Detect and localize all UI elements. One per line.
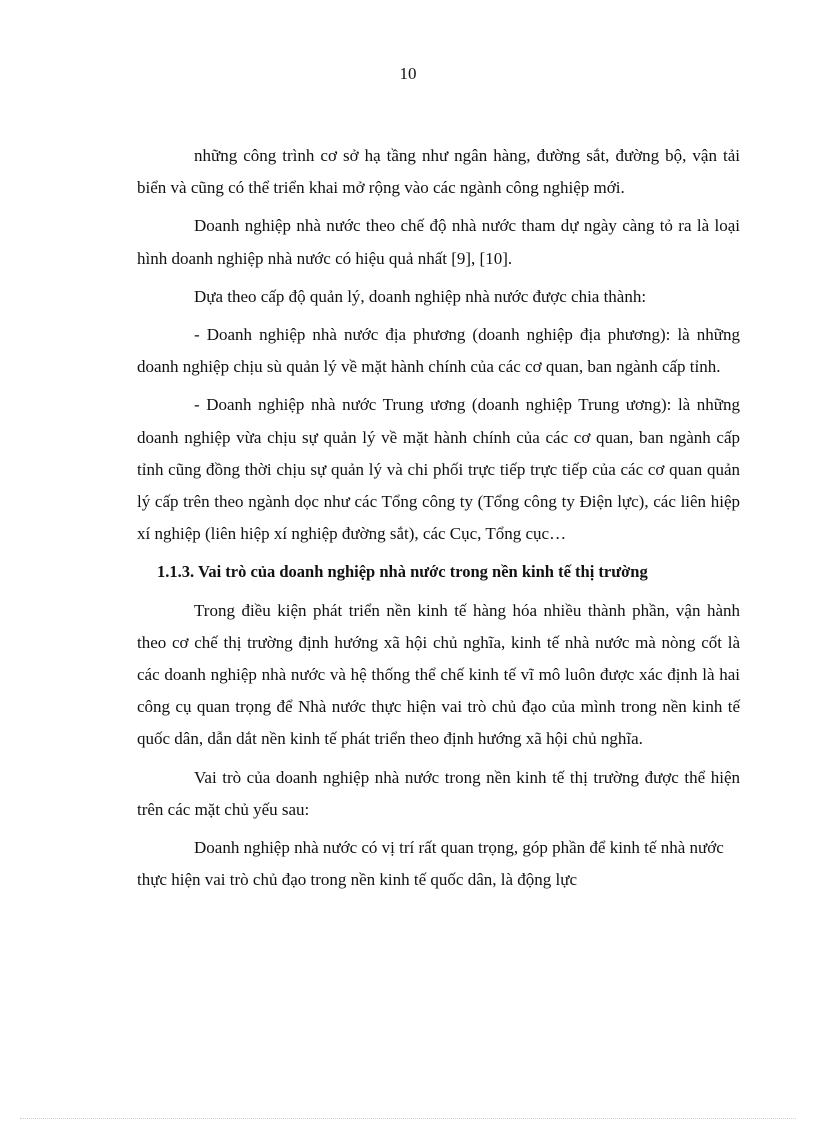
paragraph-4: - Doanh nghiệp nhà nước địa phương (doanh nghiệp địa phương): là những doanh nghiệp chịu sù quản lý về mặt hành chính của các cơ quan, ban ngành cấp tỉnh.: [137, 325, 740, 377]
page-number: 10: [399, 64, 417, 83]
document-body: [137, 140, 740, 902]
section-heading: 1.1.3. Vai trò của doanh nghiệp nhà nước trong nền kinh tế thị trường: [157, 562, 648, 582]
section-paragraph-1: Trong điều kiện phát triển nền kinh tế hàng hóa nhiều thành phần, vận hành theo cơ chế thị trường định hướng xã hội chủ nghĩa, kinh tế nhà nước mà nòng cốt là các doanh nghiệp nhà nước và hệ thống thể chế kinh tế vĩ mô luôn được xác định là hai công cụ quan trọng để Nhà nước thực hiện vai trò chủ đạo của mình trong nền kinh tế quốc dân, dẫn dắt nền kinh tế phát triển theo định hướng xã hội chủ nghĩa.: [137, 600, 740, 749]
section-paragraph-3: Doanh nghiệp nhà nước có vị trí rất quan trọng, góp phần để kinh tế nhà nước thực hiện vai trò chủ đạo trong nền kinh tế quốc dân, là động lực: [137, 838, 724, 890]
section-paragraph-2: Vai trò của doanh nghiệp nhà nước trong nền kinh tế thị trường được thể hiện trên các mặt chủ yếu sau:: [137, 767, 740, 819]
paragraph-1: những công trình cơ sở hạ tầng như ngân hàng, đường sắt, đường bộ, vận tải biển và cũng có thể triển khai mở rộng vào các ngành công nghiệp mới.: [137, 146, 740, 198]
paragraph-5: - Doanh nghiệp nhà nước Trung ương (doanh nghiệp Trung ương): là những doanh nghiệp vừa chịu sự quản lý về mặt hành chính của các cơ quan, ban ngành cấp tỉnh cũng đồng thời chịu sự quản lý và chi phối trực tiếp trực tiếp của các cơ quan quản lý cấp trên theo ngành dọc như các Tổng công ty (Tổng công ty Điện lực), các liên hiệp xí nghiệp (liên hiệp xí nghiệp đường sắt), các Cục, Tổng cục…: [137, 395, 740, 544]
paragraph-2: Doanh nghiệp nhà nước theo chế độ nhà nước tham dự ngày càng tỏ ra là loại hình doanh nghiệp nhà nước có hiệu quả nhất [9], [10].: [137, 216, 740, 268]
page-bottom-divider: [20, 1118, 796, 1119]
paragraph-3: Dựa theo cấp độ quản lý, doanh nghiệp nhà nước được chia thành:: [194, 286, 647, 306]
